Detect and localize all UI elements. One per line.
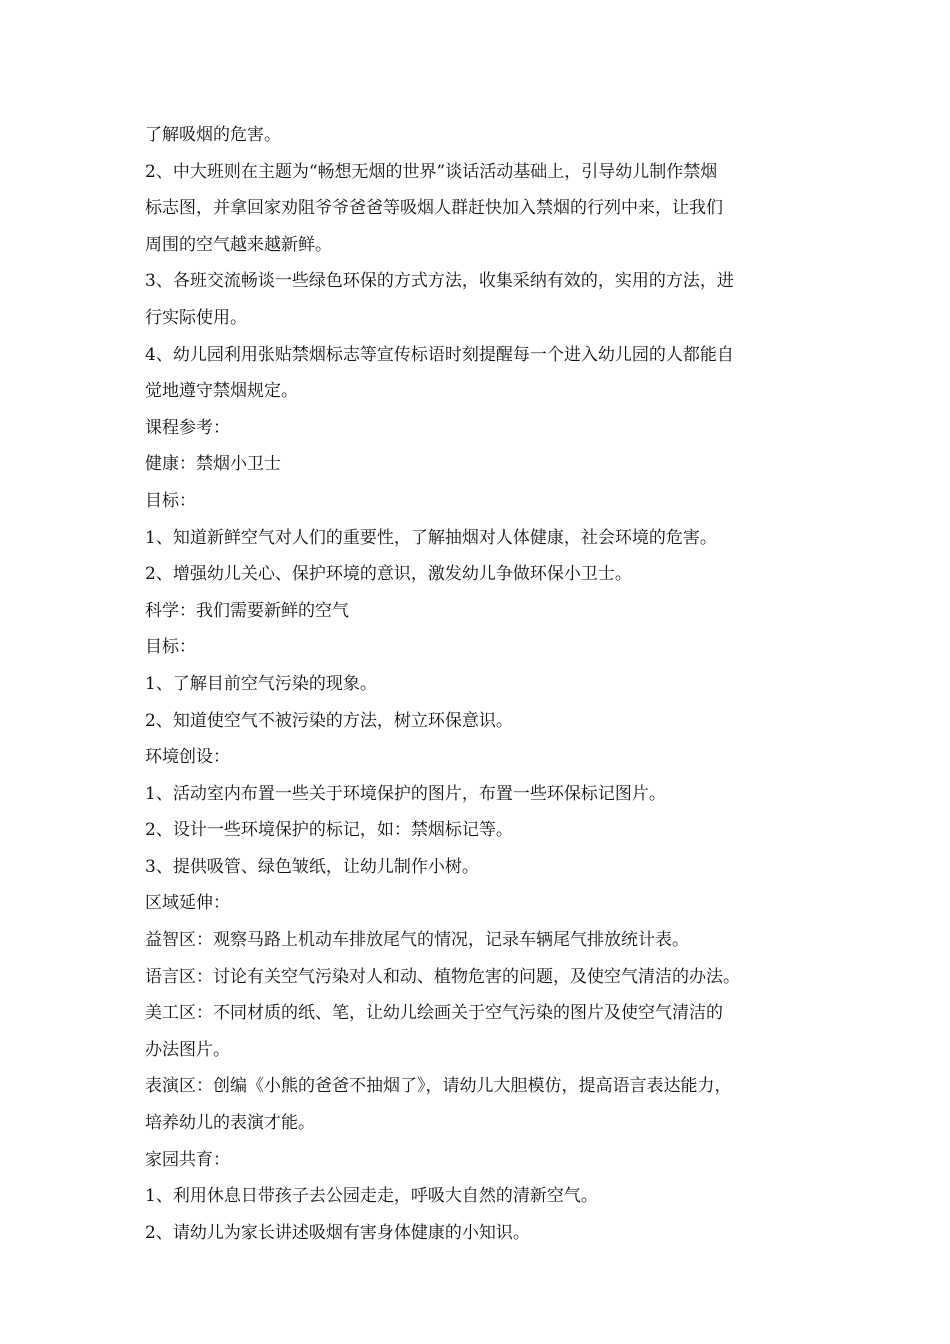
section-heading: 课程参考： (145, 417, 230, 438)
section-heading: 目标： (145, 490, 196, 511)
text-line: 2、设计一些环境保护的标记，如：禁烟标记等。 (145, 820, 513, 841)
text-line: 2、中大班则在主题为“畅想无烟的世界”谈话活动基础上，引导幼儿制作禁烟 (145, 161, 718, 182)
document-page (145, 117, 825, 1251)
text-line: 周围的空气越来越新鲜。 (145, 234, 332, 255)
text-line: 2、知道使空气不被污染的方法，树立环保意识。 (145, 710, 513, 731)
text-line: 2、请幼儿为家长讲述吸烟有害身体健康的小知识。 (145, 1222, 530, 1243)
text-line: 3、各班交流畅谈一些绿色环保的方式方法，收集采纳有效的，实用的方法，进 (145, 271, 734, 292)
text-line: 标志图，并拿回家劝阻爷爷爸爸等吸烟人群赶快加入禁烟的行列中来，让我们 (145, 198, 723, 219)
text-line: 语言区：讨论有关空气污染对人和动、植物危害的问题，及使空气清洁的办法。 (145, 966, 740, 987)
text-line: 行实际使用。 (145, 307, 247, 328)
section-heading: 环境创设： (145, 747, 230, 768)
text-line: 1、知道新鲜空气对人们的重要性，了解抽烟对人体健康，社会环境的危害。 (145, 527, 717, 548)
text-line: 2、增强幼儿关心、保护环境的意识，激发幼儿争做环保小卫士。 (145, 564, 632, 585)
text-line: 1、活动室内布置一些关于环境保护的图片，布置一些环保标记图片。 (145, 783, 666, 804)
text-line: 办法图片。 (145, 1039, 230, 1060)
text-line: 益智区：观察马路上机动车排放尾气的情况，记录车辆尾气排放统计表。 (145, 930, 689, 951)
course-title: 科学：我们需要新鲜的空气 (145, 600, 349, 621)
text-line: 觉地遵守禁烟规定。 (145, 381, 298, 402)
text-line: 表演区：创编《小熊的爸爸不抽烟了》，请幼儿大胆模仿，提高语言表达能力， (145, 1076, 732, 1097)
text-line: 1、了解目前空气污染的现象。 (145, 673, 377, 694)
section-heading: 目标： (145, 637, 196, 658)
text-line: 培养幼儿的表演才能。 (145, 1113, 315, 1134)
section-heading: 家园共育： (145, 1149, 230, 1170)
text-line: 3、提供吸管、绿色皱纸，让幼儿制作小树。 (145, 856, 479, 877)
text-line: 4、幼儿园利用张贴禁烟标志等宣传标语时刻提醒每一个进入幼儿园的人都能自 (145, 344, 734, 365)
section-heading: 区域延伸： (145, 893, 230, 914)
course-title: 健康：禁烟小卫士 (145, 454, 281, 475)
text-line: 1、利用休息日带孩子去公园走走，呼吸大自然的清新空气。 (145, 1186, 598, 1207)
text-line: 美工区：不同材质的纸、笔，让幼儿绘画关于空气污染的图片及使空气清洁的 (145, 1003, 723, 1024)
text-line: 了解吸烟的危害。 (145, 125, 281, 145)
